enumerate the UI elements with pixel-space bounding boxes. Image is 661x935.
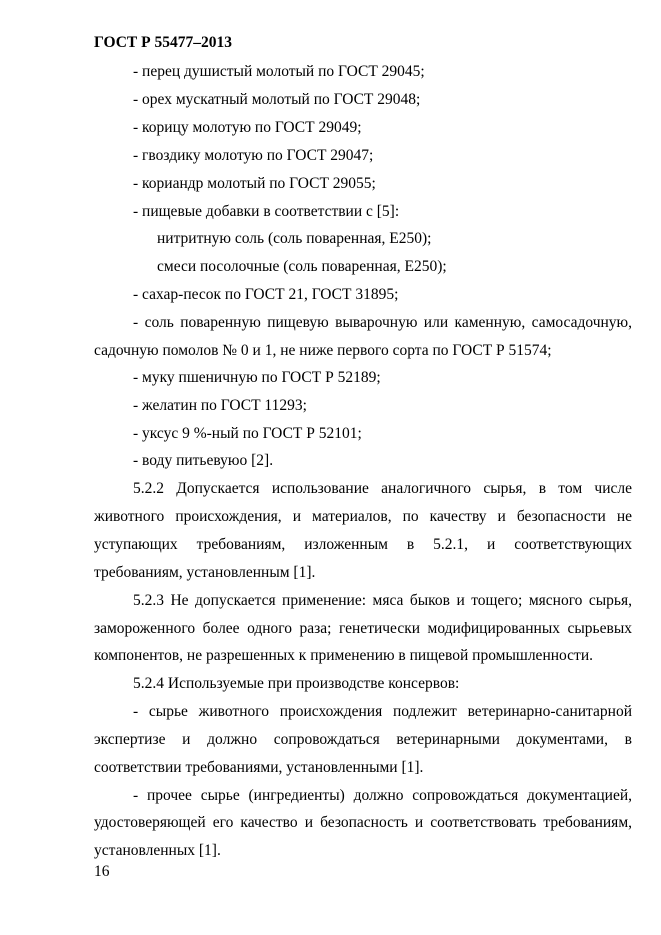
list-item: - воду питьевуюо [2]. <box>133 452 274 469</box>
list-item-line: садочную помолов № 0 и 1, не ниже первого сорта по ГОСТ Р 51574; <box>94 342 552 359</box>
paragraph-line: замороженного более одного раза; генетически модифицированных сырьевых <box>94 620 632 637</box>
list-item: - пищевые добавки в соответствии с [5]: <box>133 203 400 220</box>
paragraph-line: - прочее сырье (ингредиенты) должно сопровождаться документацией, <box>133 787 632 804</box>
paragraph-line: животного происхождения, и материалов, по качеству и безопасности не <box>94 508 632 525</box>
page-number: 16 <box>94 863 110 880</box>
list-item: - гвоздику молотую по ГОСТ 29047; <box>133 147 374 164</box>
list-item: - кориандр молотый по ГОСТ 29055; <box>133 175 376 192</box>
paragraph-line: компонентов, не разрешенных к применению в пищевой промышленности. <box>94 647 593 664</box>
paragraph-line: 5.2.2 Допускается использование аналогичного сырья, в том числе <box>133 480 632 497</box>
paragraph-line: удостоверяющей его качество и безопасность и соответствовать требованиям, <box>94 814 632 831</box>
paragraph-line: 5.2.4 Используемые при производстве консервов: <box>133 675 460 692</box>
paragraph-line: требованиям, установленным [1]. <box>94 564 316 581</box>
paragraph-line: уступающих требованиям, изложенным в 5.2.1, и соответствующих <box>94 536 632 553</box>
list-item: - сахар-песок по ГОСТ 21, ГОСТ 31895; <box>133 286 399 303</box>
paragraph-line: установленных [1]. <box>94 842 221 859</box>
list-item: - корицу молотую по ГОСТ 29049; <box>133 119 362 136</box>
paragraph-line: - сырье животного происхождения подлежит ветеринарно-санитарной <box>133 703 632 720</box>
sub-list-item: нитритную соль (соль поваренная, Е250); <box>157 230 432 247</box>
sub-list-item: смеси посолочные (соль поваренная, Е250); <box>157 258 447 275</box>
list-item: - орех мускатный молотый по ГОСТ 29048; <box>133 91 421 108</box>
list-item-line: - соль поваренную пищевую выварочную или каменную, самосадочную, <box>133 314 632 331</box>
list-item: - уксус 9 %-ный по ГОСТ Р 52101; <box>133 425 362 442</box>
paragraph-line: соответствии требованиями, установленными [1]. <box>94 759 424 776</box>
paragraph-line: экспертизе и должно сопровождаться ветеринарными документами, в <box>94 731 632 748</box>
document-header: ГОСТ Р 55477–2013 <box>94 34 232 51</box>
list-item: - перец душистый молотый по ГОСТ 29045; <box>133 63 425 80</box>
list-item: - муку пшеничную по ГОСТ Р 52189; <box>133 369 381 386</box>
paragraph-line: 5.2.3 Не допускается применение: мяса быков и тощего; мясного сырья, <box>133 592 632 609</box>
list-item: - желатин по ГОСТ 11293; <box>133 397 307 414</box>
